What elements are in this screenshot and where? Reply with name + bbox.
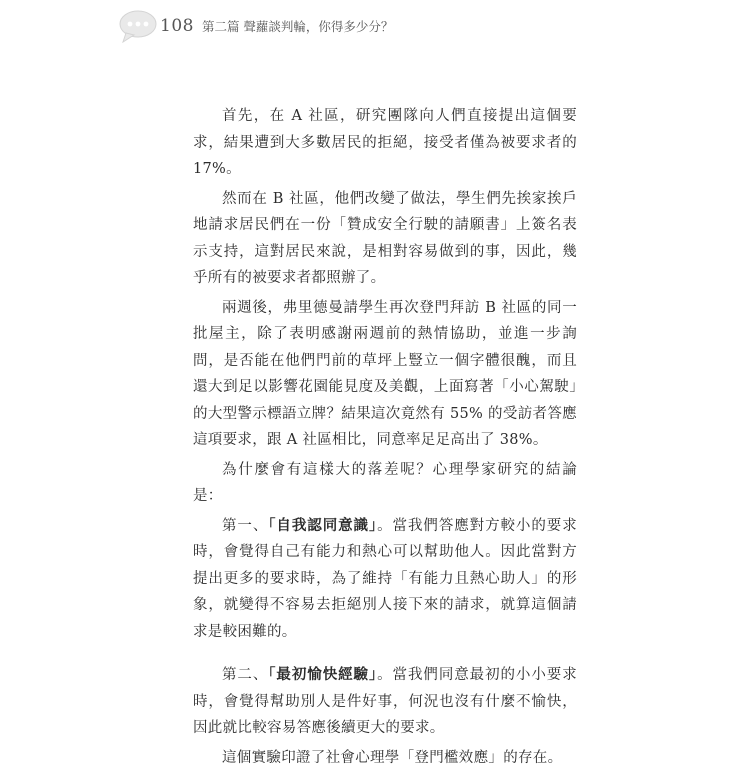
paragraph-gap bbox=[193, 648, 577, 662]
paragraph-4: 為什麼會有這樣大的落差呢？心理學家研究的結論是： bbox=[193, 461, 577, 504]
speech-bubble-icon bbox=[118, 9, 158, 43]
point-2-lead: 「最初愉快經驗」 bbox=[268, 666, 378, 683]
page-header bbox=[118, 8, 393, 44]
page-number: 108 bbox=[160, 16, 194, 36]
body-text bbox=[193, 103, 577, 774]
point-2-text: 。當我們同意最初的小小要求時，會覺得幫助別人是件好事，何況也沒有什麼不愉快，因此就比較容易答應後續更大的要求。 bbox=[193, 667, 577, 736]
point-2-prefix: 第二、 bbox=[222, 667, 269, 683]
point-1-lead: 「自我認同意識」 bbox=[268, 516, 378, 534]
chapter-title: 第二篇 聲蘿談判輪，你得多少分？ bbox=[201, 19, 394, 34]
paragraph-2: 然而在 B 社區，他們改變了做法，學生們先挨家挨戶地請求居民們在一份「贊成安全行駛的請願書」上簽名表示支持，這對居民來說，是相對容易做到的事，因此，幾乎所有的被要求者都照辦了。 bbox=[193, 190, 577, 286]
paragraph-3: 兩週後，弗里德曼請學生再次登門拜訪 B 社區的同一批屋主，除了表明感謝兩週前的熱情協助，並進一步詢問，是否能在他們門前的草坪上豎立一個字體很醜，而且還大到足以影響花園能見度及美觀，上面寫著「小心駕駛」的大型警示標語立牌？結果這次竟然有 55% 的受訪者答應這項要求，跟 A 社區相比，同意率足足高出了 38%。 bbox=[193, 299, 577, 448]
paragraph-6 bbox=[193, 662, 577, 742]
paragraph-1: 首先，在 A 社區，研究團隊向人們直接提出這個要求，結果遭到大多數居民的拒絕，接受者僅為被要求者的 17%。 bbox=[193, 108, 577, 177]
point-1-prefix: 第一、 bbox=[222, 517, 269, 534]
paragraph-7: 這個實驗印證了社會心理學「登門檻效應」的存在。 bbox=[222, 749, 563, 766]
paragraph-5 bbox=[193, 513, 577, 646]
point-1-text: 。當我們答應對方較小的要求時，會覺得自己有能力和熱心可以幫助他人。因此當對方提出更多的要求時，為了維持「有能力且熱心助人」的形象，就變得不容易去拒絕別人接下來的請求，就算這個請求是較困難的。 bbox=[193, 517, 577, 640]
